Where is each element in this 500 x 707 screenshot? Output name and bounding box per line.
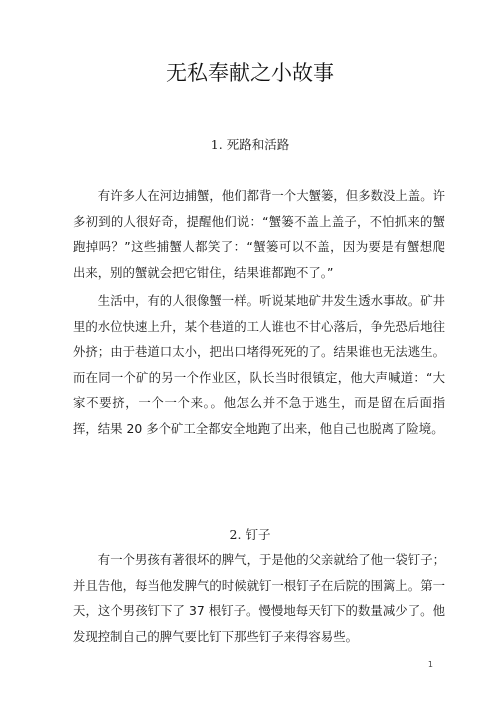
section-heading-2: 2. 钉子	[229, 527, 271, 542]
section-1-paragraph-2: 生活中，有的人很像蟹一样。听说某地矿井发生透水事故。矿井里的水位快速上升，某个巷道的工人谁也不甘心落后，争先恐后地往外挤；由于巷道口太小，把出口堵得死死的了。结果谁也无法逃生。而在同一个矿的另一个作业区，队长当时很镇定，他大声喊道：“大家不要挤，一个一个来。。他怎么并不急于逃生，而是留在后面指挥，结果 20 多个矿工全都安全地跑了出来，他自己也脱离了险境。	[73, 293, 445, 436]
document-title: 无私奉献之小故事	[166, 61, 334, 85]
section-heading-1: 1. 死路和活路	[210, 137, 290, 152]
section-2-paragraph-1: 有一个男孩有著很坏的脾气，于是他的父亲就给了他一袋钉子；并且告他，每当他发脾气的时候就钉一根钉子在后院的围篱上。第一天，这个男孩钉下了 37 根钉子。慢慢地每天钉下的数量减少了。他发现控制自己的脾气要比钉下那些钉子来得容易些。	[73, 552, 445, 644]
page-number: 1	[427, 660, 433, 669]
section-1-paragraph-1: 有许多人在河边捕蟹，他们都背一个大蟹篓，但多数没上盖。许多初到的人很好奇，提醒他们说：“蟹篓不盖上盖子，不怕抓来的蟹跑掉吗？”这些捕蟹人都笑了：“蟹篓可以不盖，因为要是有蟹想爬出来，别的蟹就会把它钳住，结果谁都跑不了。”	[73, 188, 445, 280]
